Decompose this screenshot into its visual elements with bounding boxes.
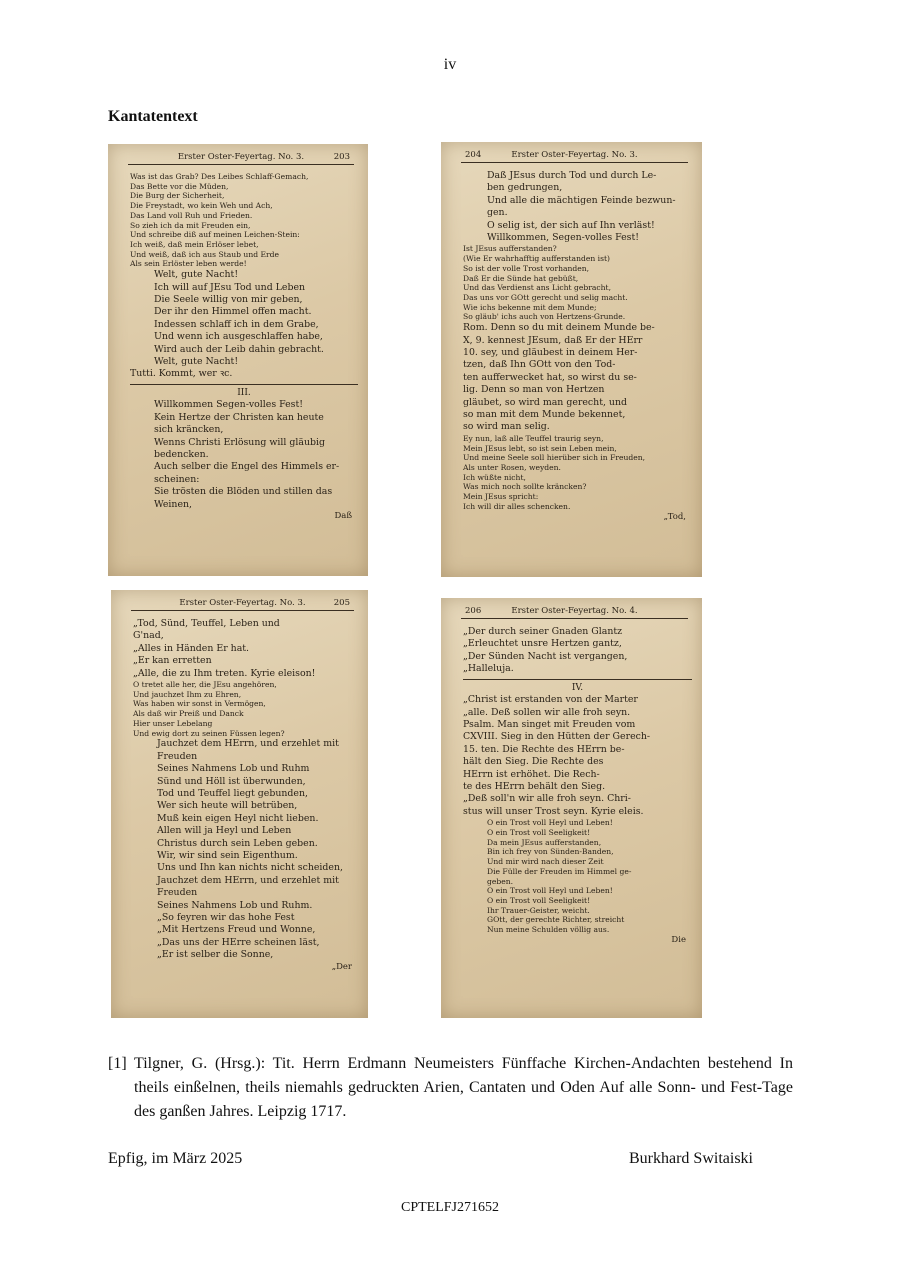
scan-text-line: Willkommen, Segen-volles Fest! <box>487 232 640 244</box>
scan-section-number: IV. <box>571 682 584 693</box>
scan-text-line: hält den Sieg. Die Rechte des <box>463 756 604 768</box>
scan-page-206 <box>441 598 702 1018</box>
scan-text-line: Die Freystadt, wo kein Weh und Ach, <box>130 201 273 211</box>
scan-text-line: so wird man selig. <box>463 421 550 433</box>
scan-text-line: Als sein Erlöster leben werde! <box>130 259 247 269</box>
scan-lines <box>463 170 692 244</box>
scan-text <box>463 626 692 946</box>
scan-text-line: Und das Verdienst ans Licht gebracht, <box>463 283 612 293</box>
scan-section-lines <box>130 399 358 511</box>
scan-text-line: Willkommen Segen-volles Fest! <box>154 399 304 411</box>
scan-page-number: 205 <box>333 598 350 608</box>
scan-text-line: „Mit Hertzens Freud und Wonne, <box>157 924 316 936</box>
scan-tutti: Tutti. Kommt, wer ꝛc. <box>130 368 233 380</box>
scan-verse <box>133 738 358 961</box>
scan-text <box>133 618 358 973</box>
scan-text-line: Und schreibe diß auf meinen Leichen-Stein: <box>130 230 300 240</box>
scan-text-line: Als daß wir Preiß und Danck <box>133 709 244 719</box>
scan-text-line: Welt, gute Nacht! <box>154 269 239 281</box>
scan-text-line: tzen, daß Ihn GOtt von den Tod- <box>463 359 616 371</box>
scan-text-line: sich kräncken, <box>154 424 224 436</box>
scan-text-line: Rom. Denn so du mit deinem Munde be- <box>463 322 655 334</box>
scan-text-line: „Deß soll'n wir alle froh seyn. Chri- <box>463 793 631 805</box>
scan-text-line: lig. Denn so man von Hertzen <box>463 384 605 396</box>
scan-text-line: Wir, wir sind sein Eigenthum. <box>157 850 298 861</box>
scan-lines-3 <box>463 434 692 512</box>
scan-text-line: „Er ist selber die Sonne, <box>157 949 274 961</box>
scan-verse <box>130 269 358 368</box>
scan-text-line: Wie ichs bekenne mit dem Munde; <box>463 302 597 312</box>
scan-text-line: Das uns vor GOtt gerecht und selig macht. <box>463 293 628 303</box>
scan-text-line: Wenns Christi Erlösung will gläubig <box>154 436 325 448</box>
scan-text-line: G'nad, <box>133 630 164 642</box>
scan-text-line: Und weiß, daß ich aus Staub und Erde <box>130 249 280 259</box>
scan-text-line: 10. sey, und gläubest in deinem Her- <box>463 347 638 358</box>
scan-text-line: Ey nun, laß alle Teuffel traurig seyn, <box>463 433 604 443</box>
scan-text-line: Daß JEsus durch Tod und durch Le- <box>487 170 657 181</box>
scan-header-title: Erster Oster-Feyertag. No. 3. <box>179 598 306 608</box>
scan-text-line: „Der Sünden Nacht ist vergangen, <box>463 650 628 662</box>
scan-text-line: O ein Trost voll Heyl und Leben! <box>487 818 613 828</box>
scan-header-title: Erster Oster-Feyertag. No. 3. <box>177 152 305 162</box>
scan-rule <box>463 679 692 680</box>
scan-text-line: O ein Trost voll Seeligkeit! <box>487 827 591 837</box>
scan-catchword: Daß <box>334 511 352 522</box>
scan-page-number: 203 <box>333 152 350 162</box>
scan-text-line: (Wie Er wahrhafftig aufferstanden ist) <box>463 254 610 264</box>
page-number: iv <box>443 56 457 73</box>
scan-text-line: 15. ten. Die Rechte des HErrn be- <box>463 743 625 755</box>
scan-text-line: Und wenn ich ausgeschlaffen habe, <box>154 331 323 343</box>
scan-lines <box>133 618 358 680</box>
scan-text-line: Was ist das Grab? Des Leibes Schlaff-Gemach, <box>130 172 309 181</box>
scan-text-line: Hier unser Lebelang <box>133 718 213 728</box>
footnote-marker: [1] <box>108 1055 127 1072</box>
scan-lines <box>130 172 358 269</box>
scan-text-line: GOtt, der gerechte Richter, streicht <box>487 915 625 925</box>
scan-text <box>130 172 358 522</box>
place-date: Epfig, im März 2025 <box>108 1150 243 1167</box>
scan-section-number: III. <box>237 387 251 398</box>
scan-header <box>131 598 354 611</box>
scan-text-line: „Das uns der HErre scheinen läst, <box>157 936 320 948</box>
scan-text-line: Und meine Seele soll hierüber sich in Freuden, <box>463 453 646 463</box>
scan-header <box>128 152 354 165</box>
scan-text-line: Als unter Rosen, weyden. <box>463 463 561 472</box>
scan-text-line: So gläub' ichs auch von Hertzens-Grunde. <box>463 312 626 322</box>
scan-text-line: Da mein JEsus aufferstanden, <box>487 837 602 847</box>
scan-text-line: O ein Trost voll Seeligkeit! <box>487 895 591 905</box>
scan-text-line: Kein Hertze der Christen kan heute <box>154 411 324 423</box>
scan-text-line: Indessen schlaff ich in dem Grabe, <box>154 318 319 330</box>
scan-text-line: Die Seele willig von mir geben, <box>154 294 303 305</box>
scan-text-line: „Halleluja. <box>463 663 514 675</box>
scan-lines <box>463 626 692 676</box>
scan-text-line: Und jauchzet Ihm zu Ehren, <box>133 689 242 699</box>
scan-text-line: Wird auch der Leib dahin gebracht. <box>154 343 324 355</box>
scan-text-line: Sünd und Höll ist überwunden, <box>157 775 306 787</box>
scan-text-line: Welt, gute Nacht! <box>154 356 239 368</box>
scan-lines-2 <box>463 244 692 322</box>
scan-text-line: Ich will dir alles schencken. <box>463 501 571 511</box>
scan-page-number: 206 <box>465 606 482 616</box>
scan-text-line: Tod und Teuffel liegt gebunden, <box>157 787 308 799</box>
scan-text-line: Ist JEsus aufferstanden? <box>463 244 557 254</box>
scan-text-line: Was mich noch sollte kräncken? <box>463 482 587 492</box>
scan-catchword: „Tod, <box>663 511 686 522</box>
scan-text-line: Das Land voll Ruh und Frieden. <box>130 210 253 220</box>
scan-header-title: Erster Oster-Feyertag. No. 4. <box>511 606 638 616</box>
scan-text-line: „Der durch seiner Gnaden Glantz <box>463 626 623 637</box>
scan-text-line: Sie trösten die Blöden und stillen das <box>154 486 333 498</box>
scan-text-line: Und ewig dort zu seinen Füssen legen? <box>133 728 285 738</box>
scan-text-line: Weinen, <box>154 498 193 510</box>
scan-text-line: gen. <box>487 207 508 219</box>
scan-text-line: Jauchzet dem HErrn, und erzehlet mit <box>157 738 339 750</box>
scan-lines-2 <box>463 818 692 935</box>
scan-text-line: Die Fülle der Freuden im Himmel ge- <box>487 866 632 876</box>
scan-text-line: Mein JEsus lebt, so ist sein Leben mein, <box>463 443 617 453</box>
scan-text-line: Ich will auf JEsu Tod und Leben <box>154 281 306 293</box>
scan-text-line: O ein Trost voll Heyl und Leben! <box>487 886 613 896</box>
scan-text-line: Ihr Trauer-Geister, weicht. <box>487 905 590 915</box>
scan-text-line: „Tod, Sünd, Teuffel, Leben und <box>133 618 280 629</box>
scan-text-line: Seines Nahmens Lob und Ruhm <box>157 763 310 775</box>
scan-catchword: Die <box>671 934 686 945</box>
scan-text-line: HErrn ist erhöhet. Die Rech- <box>463 768 600 780</box>
scan-text-line: Und mir wird nach dieser Zeit <box>487 857 604 867</box>
scan-header <box>461 606 688 619</box>
scan-text-line: „Erleuchtet unsre Hertzen gantz, <box>463 638 622 650</box>
scan-text-line: O tretet alle her, die JEsu angehören, <box>133 680 277 690</box>
scan-page-203 <box>108 144 368 576</box>
scan-page-204 <box>441 142 702 577</box>
scan-text-line: Das Bette vor die Müden, <box>130 181 229 191</box>
scan-text-line: „alle. Deß sollen wir alle froh seyn. <box>463 706 631 718</box>
scan-text-line: „Christ ist erstanden von der Marter <box>463 694 638 706</box>
scan-text-line: Nun meine Schulden völlig aus. <box>487 925 610 935</box>
scan-text-line: bedencken. <box>154 448 209 460</box>
section-heading: Kantatentext <box>108 108 198 125</box>
scan-text-line: Allen will ja Heyl und Leben <box>157 825 292 837</box>
scan-text-line: Ich weiß, daß mein Erlöser lebet, <box>130 240 259 250</box>
scan-catchword: „Der <box>331 961 352 972</box>
scan-text-line: „So feyren wir das hohe Fest <box>157 912 295 924</box>
scan-text-line: Seines Nahmens Lob und Ruhm. <box>157 899 313 911</box>
scan-page-205 <box>111 590 368 1018</box>
footnote <box>108 1052 793 1124</box>
scan-text-line: Jauchzet dem HErrn, und erzehlet mit <box>157 874 339 886</box>
scan-lines-2 <box>133 680 358 738</box>
scan-text-line: „Er kan erretten <box>133 655 212 667</box>
scan-text-line: Daß Er die Sünde hat gebüßt, <box>463 273 579 283</box>
scan-text-line: Wer sich heute will betrüben, <box>157 800 298 812</box>
scan-text-line: geben. <box>487 876 514 886</box>
scan-text-line: O selig ist, der sich auf Ihn verläst! <box>487 219 655 231</box>
document-code: CPTELFJ271652 <box>400 1200 499 1215</box>
scan-text-line: stus will unser Trost seyn. Kyrie eleis. <box>463 805 644 817</box>
scan-text-line: so man mit dem Munde bekennet, <box>463 409 626 421</box>
scan-text-line: X, 9. kennest JEsum, daß Er der HErr <box>463 334 643 346</box>
scan-text-line: Freuden <box>157 887 198 899</box>
scan-text-line: scheinen: <box>154 473 200 485</box>
scan-text-line: gläubet, so wird man gerecht, und <box>463 396 627 408</box>
scan-section-lines <box>463 694 692 818</box>
scan-header-title: Erster Oster-Feyertag. No. 3. <box>511 150 638 160</box>
scan-page-number: 204 <box>465 150 482 160</box>
scan-text-line: So zieh ich da mit Freuden ein, <box>130 220 251 230</box>
scan-rule <box>130 384 358 385</box>
scan-header <box>461 150 688 163</box>
scan-text-line: Christus durch sein Leben geben. <box>157 837 318 849</box>
scan-text-line: ten aufferwecket hat, so wirst du se- <box>463 371 637 383</box>
scan-text-line: Und alle die mächtigen Feinde bezwun- <box>487 194 676 206</box>
scan-text-line: Mein JEsus spricht: <box>463 492 539 502</box>
scan-text-line: Auch selber die Engel des Himmels er- <box>154 461 340 473</box>
scan-bible-quote <box>463 322 692 434</box>
footnote-text: Tilgner, G. (Hrsg.): Tit. Herrn Erdmann Neumeisters Fünffache Kirchen-Andachten bestehend In theils einßelnen, theils niemahls gedruckten Arien, Cantaten und Oden Auf alle Sonn- und Fest-Tage des ganßen Jahres. Leipzig 1717. <box>134 1055 793 1120</box>
scan-text-line: „Alle, die zu Ihm treten. Kyrie eleison! <box>133 667 316 679</box>
scan-text-line: Ich wüßte nicht, <box>463 472 526 482</box>
scan-text-line: Was haben wir sonst in Vermögen, <box>133 699 266 709</box>
scan-text-line: Psalm. Man singet mit Freuden vom <box>463 718 636 730</box>
scan-text-line: So ist der volle Trost vorhanden, <box>463 263 590 273</box>
scan-text-line: Bin ich frey von Sünden-Banden, <box>487 847 614 857</box>
scan-text-line: Der ihr den Himmel offen macht. <box>154 306 312 318</box>
scan-text-line: te des HErrn behält den Sieg. <box>463 780 606 792</box>
scan-text-line: „Alles in Händen Er hat. <box>133 642 250 654</box>
scan-text-line: Uns und Ihn kan nichts nicht scheiden, <box>157 862 344 874</box>
author-name: Burkhard Switaiski <box>629 1150 753 1167</box>
scan-text-line: Freuden <box>157 750 198 762</box>
scan-text <box>463 170 692 522</box>
scan-text-line: CXVIII. Sieg in den Hütten der Gerech- <box>463 731 651 743</box>
scan-text-line: Die Burg der Sicherheit, <box>130 191 225 201</box>
scan-text-line: ben gedrungen, <box>487 182 563 194</box>
scan-text-line: Muß kein eigen Heyl nicht lieben. <box>157 812 319 824</box>
